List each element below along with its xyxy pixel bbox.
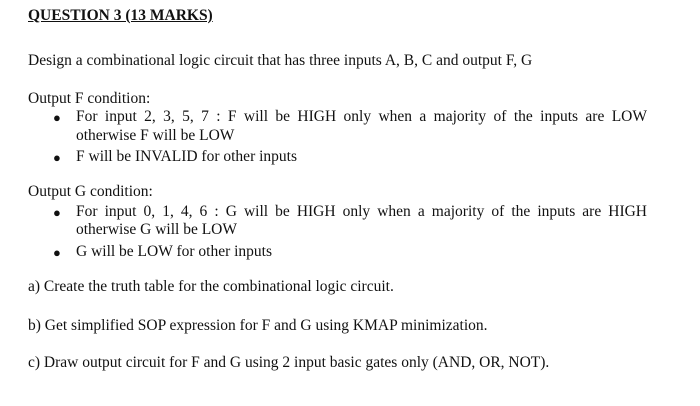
bullet-icon: ● <box>53 110 61 125</box>
output-f-condition-1-line-1: For input 2, 3, 5, 7 : F will be HIGH only when a majority of the inputs are LOW <box>76 108 647 125</box>
question-part-b: b) Get simplified SOP expression for F and G using KMAP minimization. <box>28 317 488 334</box>
output-f-condition-1-line-2: otherwise F will be LOW <box>76 127 235 144</box>
output-f-condition-2: F will be INVALID for other inputs <box>76 148 297 165</box>
bullet-icon: ● <box>53 150 61 165</box>
question-part-a: a) Create the truth table for the combinational logic circuit. <box>28 278 394 295</box>
problem-statement: Design a combinational logic circuit that has three inputs A, B, C and output F, G <box>28 52 533 69</box>
question-part-c: c) Draw output circuit for F and G using 2 input basic gates only (AND, OR, NOT). <box>28 354 550 371</box>
output-g-label: Output G condition: <box>28 183 153 200</box>
bullet-icon: ● <box>53 245 61 260</box>
output-f-label: Output F condition: <box>28 90 151 107</box>
bullet-icon: ● <box>53 205 61 220</box>
output-g-condition-1-line-1: For input 0, 1, 4, 6 : G will be HIGH only when a majority of the inputs are HIGH <box>76 203 647 220</box>
output-g-condition-2: G will be LOW for other inputs <box>76 243 273 260</box>
output-g-condition-1-line-2: otherwise G will be LOW <box>76 221 237 238</box>
question-heading: QUESTION 3 (13 MARKS) <box>28 7 213 24</box>
